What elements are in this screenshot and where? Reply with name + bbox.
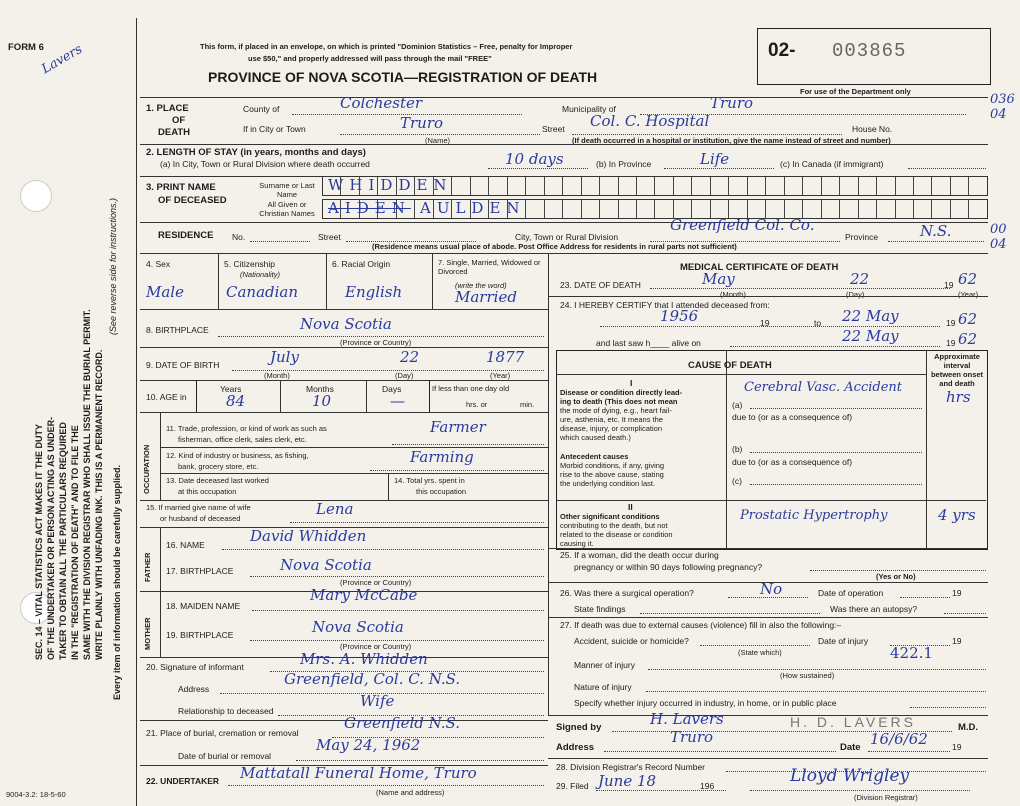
street-value: Col. C. Hospital xyxy=(590,112,710,130)
date-of-death-year: 62 xyxy=(958,270,978,288)
side-instructions-7: (See reverse side for instructions.) xyxy=(108,197,118,335)
stay-c-label: (c) In Canada (if immigrant) xyxy=(780,159,884,169)
date-of-operation-label: Date of operation xyxy=(818,588,884,598)
industry-value: Farming xyxy=(410,448,474,466)
burial-date-value: May 24, 1962 xyxy=(316,736,421,754)
autopsy-label: Was there an autopsy? xyxy=(830,604,918,614)
county-label: County of xyxy=(243,104,280,114)
filed-label: 29. Filed xyxy=(556,781,589,791)
nature-label: Nature of injury xyxy=(574,682,632,692)
last-seen-year: 62 xyxy=(958,330,978,348)
other-conditions-4: causing it. xyxy=(560,539,594,548)
attendance-from-19: 19 xyxy=(760,318,770,328)
birthplace-value: Nova Scotia xyxy=(300,315,392,333)
dob-day: 22 xyxy=(400,348,420,366)
mother-birthplace-label: 19. BIRTHPLACE xyxy=(166,630,234,640)
cause-c-marker: (c) xyxy=(732,476,742,486)
dob-year: 1877 xyxy=(486,348,525,366)
marital-sub: (write the word) xyxy=(455,281,507,290)
relationship-label: Relationship to deceased xyxy=(178,706,274,716)
given-name-value: AULDEN xyxy=(420,199,526,217)
mail-notice-2: use $50," and properly addressed will pass through the mail "FREE" xyxy=(248,54,492,63)
total-years-label: 14. Total yrs. spent in xyxy=(394,476,465,485)
residence-city-label: City, Town or Rural Division xyxy=(515,232,619,242)
father-birthplace-label: 17. BIRTHPLACE xyxy=(166,566,234,576)
attendance-from: 1956 xyxy=(660,307,699,325)
dob-month-caption: (Month) xyxy=(264,371,290,380)
dod-month-caption: (Month) xyxy=(720,290,746,299)
dob-label: 9. DATE OF BIRTH xyxy=(146,360,220,370)
age-days-value: — xyxy=(390,392,405,410)
place-of-death-label-3: DEATH xyxy=(158,127,191,138)
antecedent-1: Antecedent causes xyxy=(560,452,629,461)
municipality-value: Truro xyxy=(710,94,754,112)
cause-a-interval: hrs xyxy=(946,388,971,406)
sex-value: Male xyxy=(146,283,184,301)
surname-label: Surname or Last Name xyxy=(259,181,315,199)
under-one-day-label: If less than one day old xyxy=(432,384,510,393)
due-to-label-1: due to (or as a consequence of) xyxy=(732,412,853,422)
age-years-label: Years xyxy=(220,384,242,394)
other-conditions-1: Other significant conditions xyxy=(560,512,660,521)
dob-year-caption: (Year) xyxy=(490,371,511,380)
state-findings-label: State findings xyxy=(574,604,626,614)
informant-label: 20. Signature of informant xyxy=(146,662,244,672)
surgery-label: 26. Was there a surgical operation? xyxy=(560,588,694,598)
last-seen-date: 22 May xyxy=(842,327,899,345)
minutes-label: min. xyxy=(520,400,535,409)
marital-label: 7. Single, Married, Widowed or Divorced xyxy=(438,258,541,276)
spouse-value: Lena xyxy=(316,500,354,518)
registration-number: 003865 xyxy=(832,40,907,62)
occupation-side-label: OCCUPATION xyxy=(142,444,151,494)
place-of-death-label-2: OF xyxy=(172,115,186,126)
interval-header: Approximate interval between onset and death xyxy=(930,352,984,388)
last-seen-label: and last saw h____ alive on xyxy=(596,338,701,348)
other-conditions-2: contributing to the death, but not xyxy=(560,521,668,530)
house-number-label: House No. xyxy=(852,124,893,134)
municipality-label: Municipality of xyxy=(562,104,616,114)
burial-date-label: Date of burial or removal xyxy=(178,751,272,761)
dod-year-caption: (Year) xyxy=(958,290,979,299)
racial-origin-value: English xyxy=(345,283,403,301)
surname-value: WHIDDEN xyxy=(328,176,453,194)
surgery-value: No xyxy=(760,580,783,598)
medical-certificate-title: MEDICAL CERTIFICATE OF DEATH xyxy=(680,262,839,273)
father-side-label: FATHER xyxy=(143,552,152,582)
birthplace-label: 8. BIRTHPLACE xyxy=(146,325,209,335)
classification-code: 422.1 xyxy=(890,644,933,662)
physician-date-label: Date xyxy=(840,742,861,753)
burial-place-value: Greenfield N.S. xyxy=(344,714,461,732)
residence-street-label: Street xyxy=(318,232,341,242)
father-name-label: 16. NAME xyxy=(166,540,205,550)
accident-label: Accident, suicide or homicide? xyxy=(574,636,689,646)
cause-a-marker: (a) xyxy=(732,400,743,410)
citizenship-label: 5. Citizenship xyxy=(224,259,276,269)
marital-value: Married xyxy=(455,288,517,306)
mother-name-value: Mary McCabe xyxy=(310,586,418,604)
physician-date-value: 16/6/62 xyxy=(870,730,928,748)
department-use-note: For use of the Department only xyxy=(800,87,911,96)
mother-birthplace-value: Nova Scotia xyxy=(312,618,404,636)
injury-19: 19 xyxy=(952,636,962,646)
disease-text-5: disease, injury, or complication xyxy=(560,424,662,433)
residence-province-value: N.S. xyxy=(920,222,952,240)
physician-stamp: H. D. LAVERS xyxy=(790,714,916,730)
father-birthplace-value: Nova Scotia xyxy=(280,556,372,574)
physician-address-value: Truro xyxy=(670,728,714,746)
due-to-label-2: due to (or as a consequence of) xyxy=(732,457,853,467)
industry-q12b: bank, grocery store, etc. xyxy=(178,462,259,471)
age-months-value: 10 xyxy=(312,392,332,410)
date-of-death-day: 22 xyxy=(850,270,870,288)
signed-by-label: Signed by xyxy=(556,722,602,733)
sex-label: 4. Sex xyxy=(146,259,171,269)
dob-day-caption: (Day) xyxy=(395,371,414,380)
residence-province-label: Province xyxy=(845,232,879,242)
last-worked-label: 13. Date deceased last worked xyxy=(166,476,269,485)
last-worked-label-2: at this occupation xyxy=(178,487,237,496)
attendance-to-year: 62 xyxy=(958,310,978,328)
disease-text-4: ure, asthenia, etc. It means the xyxy=(560,415,663,424)
residence-city-value: Greenfield Col. Co. xyxy=(670,216,815,234)
spouse-label-2: or husband of deceased xyxy=(160,514,241,523)
dod-day-caption: (Day) xyxy=(846,290,865,299)
place-of-death-label: 1. PLACE xyxy=(146,103,189,114)
industry-q12: 12. Kind of industry or business, as fishing, xyxy=(166,451,309,460)
burial-place-label: 21. Place of burial, cremation or removal xyxy=(146,728,299,738)
stay-a-label: (a) In City, Town or Rural Division where death occurred xyxy=(160,159,370,169)
total-years-label-2: this occupation xyxy=(416,487,467,496)
last-seen-19: 19 xyxy=(946,338,956,348)
pregnancy-label: 25. If a woman, did the death occur during xyxy=(560,550,719,560)
cause-b-marker: (b) xyxy=(732,444,743,454)
cause-part-one: I xyxy=(630,378,633,388)
disease-text-2: ing to death (This does not mean xyxy=(560,397,678,406)
how-sustained-caption: (How sustained) xyxy=(780,671,835,680)
date-of-injury-label: Date of injury xyxy=(818,636,869,646)
mother-side-label: MOTHER xyxy=(143,617,152,650)
operation-19: 19 xyxy=(952,588,962,598)
relationship-value: Wife xyxy=(360,692,395,710)
informant-address-label: Address xyxy=(178,684,210,694)
pregnancy-label-2: pregnancy or within 90 days following pregnancy? xyxy=(574,562,763,572)
stay-a-value: 10 days xyxy=(505,150,564,168)
disease-text-3: the mode of dying, e.g., heart fail- xyxy=(560,406,672,415)
undertaker-label: 22. UNDERTAKER xyxy=(146,776,220,786)
residence-label: RESIDENCE xyxy=(158,230,214,241)
date-of-death-month: May xyxy=(702,270,735,288)
given-names-label: All Given or Christian Names xyxy=(259,200,315,218)
side-instructions-3: TAKER TO OBTAIN ALL THE PARTICULARS REQUIRED xyxy=(58,422,68,660)
physician-address-label: Address xyxy=(556,742,595,753)
residence-note: (Residence means usual place of abode. Post Office Address for residents in rural parts not sufficient) xyxy=(372,242,737,251)
age-years-value: 84 xyxy=(226,392,246,410)
antecedent-4: the underlying condition last. xyxy=(560,479,656,488)
other-conditions-interval: 4 yrs xyxy=(938,506,976,524)
occupation-q11b: fisherman, office clerk, sales clerk, etc. xyxy=(178,435,307,444)
side-instructions-2: OF THE UNDERTAKER OR PERSON ACTING AS UNDER- xyxy=(46,416,56,660)
side-instructions-5: SAME WITH THE DIVISION REGISTRAR WHO SHALL ISSUE THE BURIAL PERMIT. xyxy=(82,309,92,660)
city-value: Truro xyxy=(400,114,444,132)
mother-name-label: 18. MAIDEN NAME xyxy=(166,601,241,611)
margin-code-1: 036 04 xyxy=(990,92,1015,122)
length-of-stay-label: 2. LENGTH OF STAY (in years, months and days) xyxy=(146,147,366,158)
print-name-label: 3. PRINT NAME xyxy=(146,182,216,193)
side-instructions-8: Every item of information should be carefully supplied. xyxy=(112,464,122,700)
citizenship-sub: (Nationality) xyxy=(240,270,281,279)
side-instructions-4: IN THE "REGISTRATION OF DEATH" AND TO FILE THE xyxy=(70,425,80,660)
form-title: PROVINCE OF NOVA SCOTIA—REGISTRATION OF DEATH xyxy=(208,69,598,85)
registration-prefix: 02- xyxy=(768,40,796,61)
disease-text-6: which caused death.) xyxy=(560,433,631,442)
form-print-code: 9004-3.2: 18-5-60 xyxy=(6,790,66,799)
attendance-to-label: to xyxy=(814,318,822,328)
age-days-label: Days xyxy=(382,384,402,394)
print-name-label-2: OF DECEASED xyxy=(158,195,227,206)
undertaker-caption: (Name and address) xyxy=(376,788,445,797)
registrar-record-label: 28. Division Registrar's Record Number xyxy=(556,762,706,772)
place-of-death-note: (If death occurred in a hospital or institution, give the name instead of street and number) xyxy=(572,136,891,145)
racial-origin-label: 6. Racial Origin xyxy=(332,259,391,269)
street-label: Street xyxy=(542,124,565,134)
occupation-value: Farmer xyxy=(430,418,486,436)
father-birthplace-caption: (Province or Country) xyxy=(340,578,412,587)
state-which-caption: (State which) xyxy=(738,648,782,657)
specify-label: Specify whether injury occurred in industry, in home, or in public place xyxy=(574,698,837,708)
md-label: M.D. xyxy=(958,722,979,733)
manner-label: Manner of injury xyxy=(574,660,635,670)
external-causes-label: 27. If death was due to external causes (violence) fill in also the following:– xyxy=(560,620,842,630)
county-value: Colchester xyxy=(340,94,423,112)
age-months-label: Months xyxy=(306,384,334,394)
dob-month: July xyxy=(270,348,299,366)
date-of-death-label: 23. DATE OF DEATH xyxy=(560,280,641,290)
cause-of-death-title: CAUSE OF DEATH xyxy=(688,360,772,371)
age-label: 10. AGE in xyxy=(146,392,187,402)
physician-date-19: 19 xyxy=(952,742,962,752)
informant-signature: Mrs. A. Whidden xyxy=(300,650,428,668)
stay-b-value: Life xyxy=(700,150,730,168)
birthplace-caption: (Province or Country) xyxy=(340,338,412,347)
registrar-caption: (Division Registrar) xyxy=(854,793,918,802)
hours-label: hrs. or xyxy=(466,400,488,409)
city-label: If in City or Town xyxy=(243,124,306,134)
physician-signature: H. Lavers xyxy=(650,710,724,728)
form-number: FORM 6 xyxy=(8,42,44,53)
disease-text-1: Disease or condition directly lead- xyxy=(560,388,683,397)
filed-year: 196 xyxy=(700,781,715,791)
city-caption: (Name) xyxy=(425,136,451,145)
antecedent-3: rise to the above cause, stating xyxy=(560,470,664,479)
punch-hole-top xyxy=(20,180,52,212)
side-instructions-1: SEC. 14 – VITAL STATISTICS ACT MAKES IT THE DUTY xyxy=(34,423,44,660)
citizenship-value: Canadian xyxy=(226,283,299,301)
cause-a-value: Cerebral Vasc. Accident xyxy=(744,380,903,395)
form-annotation: Lavers xyxy=(39,41,86,78)
cause-part-two: II xyxy=(628,502,633,512)
undertaker-value: Mattatall Funeral Home, Truro xyxy=(240,764,477,782)
registrar-signature: Lloyd Wrigley xyxy=(790,766,910,786)
attendance-label: 24. I HEREBY CERTIFY that I attended deceased from: xyxy=(560,300,770,310)
margin-code-2: 00 04 xyxy=(990,222,1007,252)
father-name-value: David Whidden xyxy=(250,527,367,545)
residence-no-label: No. xyxy=(232,232,246,242)
mail-notice: This form, if placed in an envelope, on which is printed "Dominion Statistics – Free, penalty for Improper xyxy=(200,42,573,51)
spouse-label: 15. If married give name of wife xyxy=(146,503,251,512)
attendance-to-19: 19 xyxy=(946,318,956,328)
informant-address-value: Greenfield, Col. C. N.S. xyxy=(284,670,461,688)
yes-no-caption: (Yes or No) xyxy=(876,572,916,581)
filed-date: June 18 xyxy=(598,772,657,790)
other-conditions-value: Prostatic Hypertrophy xyxy=(740,508,888,523)
side-instructions-6: WRITE PLAINLY WITH UNFADING INK. THIS IS A PERMANENT RECORD. xyxy=(94,349,104,660)
stay-b-label: (b) In Province xyxy=(596,159,652,169)
given-name-struck: AIDEN xyxy=(328,199,411,217)
antecedent-2: Morbid conditions, if any, giving xyxy=(560,461,665,470)
other-conditions-3: related to the disease or condition xyxy=(560,530,673,539)
occupation-q11: 11. Trade, profession, or kind of work as such as xyxy=(166,424,327,433)
attendance-to: 22 May xyxy=(842,307,899,325)
date-of-death-year-prefix: 19 xyxy=(944,280,954,290)
mother-birthplace-caption: (Province or Country) xyxy=(340,642,412,651)
